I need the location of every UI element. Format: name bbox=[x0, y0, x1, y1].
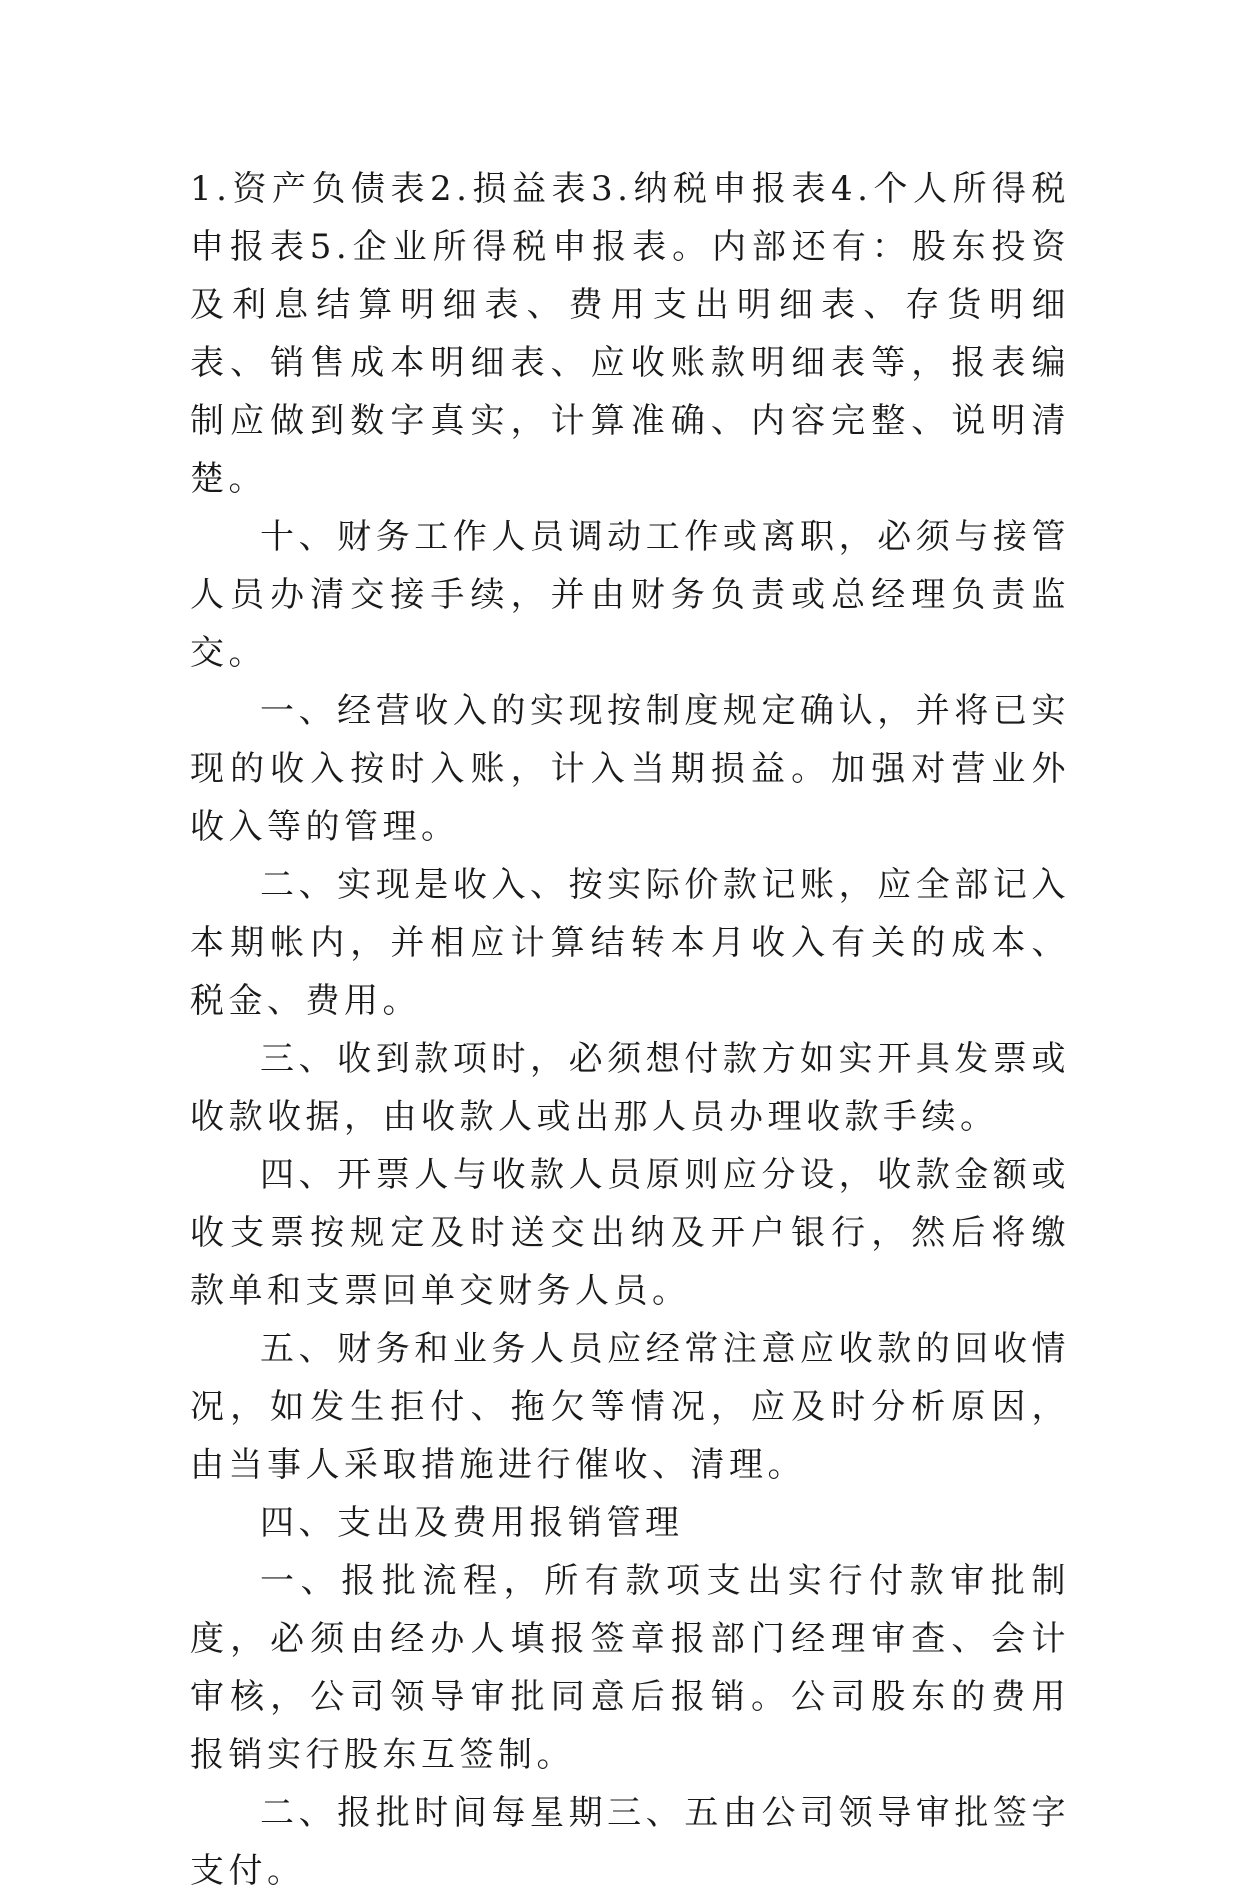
paragraph-invoice-separation: 四、开票人与收款人员原则应分设，收款金额或收支票按规定及时送交出纳及开户银行，然后将缴款单和支票回单交财务人员。 bbox=[190, 1155, 1070, 1311]
paragraph-approval-schedule: 二、报批时间每星期三、五由公司领导审批签字支付。 bbox=[190, 1793, 1070, 1891]
paragraph-receivables-followup: 五、财务和业务人员应经常注意应收款的回收情况，如发生拒付、拖欠等情况，应及时分析原因，由当事人采取措施进行催收、清理。 bbox=[190, 1329, 1070, 1485]
paragraph-staff-handover: 十、财务工作人员调动工作或离职，必须与接管人员办清交接手续，并由财务负责或总经理负责监交。 bbox=[190, 517, 1070, 673]
document-body bbox=[190, 160, 1070, 1900]
paragraph-payment-receipt: 三、收到款项时，必须想付款方如实开具发票或收款收据，由收款人或出那人员办理收款手续。 bbox=[190, 1039, 1070, 1137]
section-heading-expense-management: 四、支出及费用报销管理 bbox=[260, 1503, 684, 1543]
paragraph-income-recognition: 一、经营收入的实现按制度规定确认，并将已实现的收入按时入账，计入当期损益。加强对营业外收入等的管理。 bbox=[190, 691, 1070, 847]
paragraph-approval-process: 一、报批流程，所有款项支出实行付款审批制度，必须由经办人填报签章报部门经理审查、会计审核，公司领导审批同意后报销。公司股东的费用报销实行股东互签制。 bbox=[190, 1561, 1070, 1775]
paragraph-report-list: 1.资产负债表2.损益表3.纳税申报表4.个人所得税申报表5.企业所得税申报表。内部还有：股东投资及利息结算明细表、费用支出明细表、存货明细表、销售成本明细表、应收账款明细表等，报表编制应做到数字真实，计算准确、内容完整、说明清楚。 bbox=[190, 169, 1070, 499]
paragraph-income-recording: 二、实现是收入、按实际价款记账，应全部记入本期帐内，并相应计算结转本月收入有关的成本、税金、费用。 bbox=[190, 865, 1070, 1021]
